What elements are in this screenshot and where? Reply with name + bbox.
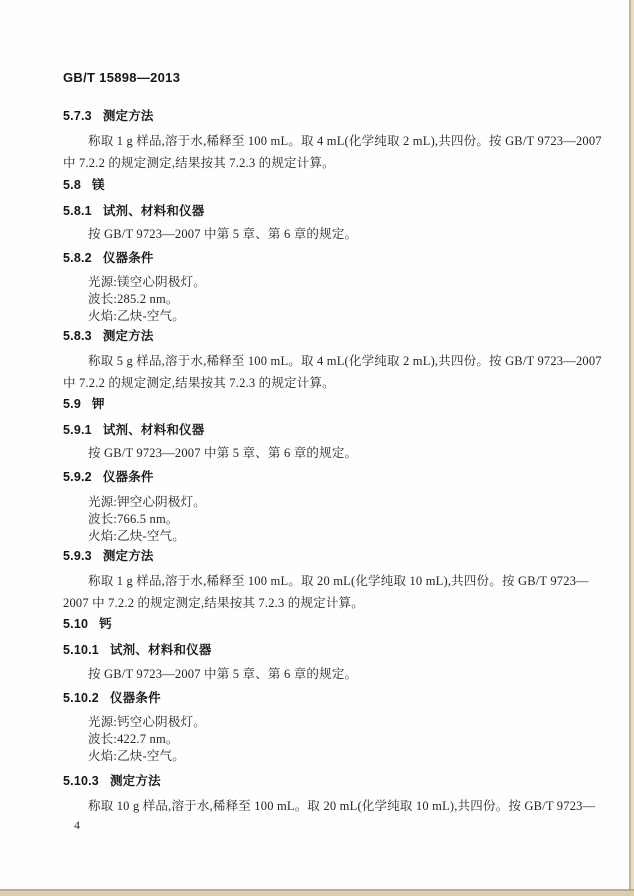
section-number: 5.8	[63, 178, 81, 192]
standard-number-header: GB/T 15898—2013	[63, 70, 181, 85]
body-line: 2007 中 7.2.2 的规定测定,结果按其 7.2.3 的规定计算。	[63, 596, 364, 610]
section-title: 仪器条件	[102, 251, 154, 265]
section-title: 试剂、材料和仪器	[102, 204, 205, 218]
body-line: 称取 5 g 样品,溶于水,稀释至 100 mL。取 4 mL(化学纯取 2 mL),共四份。按 GB/T 9723—2007	[88, 354, 602, 368]
section-heading	[63, 109, 154, 123]
section-heading	[63, 397, 105, 411]
section-title: 镁	[91, 178, 105, 192]
body-line: 波长:422.7 nm。	[88, 732, 179, 746]
body-line: 按 GB/T 9723—2007 中第 5 章、第 6 章的规定。	[88, 446, 358, 460]
section-heading	[63, 423, 204, 437]
body-line: 按 GB/T 9723—2007 中第 5 章、第 6 章的规定。	[88, 667, 358, 681]
body-line: 波长:766.5 nm。	[88, 512, 179, 526]
section-title: 测定方法	[102, 329, 154, 343]
section-number: 5.9.2	[63, 470, 92, 484]
scan-edge-right	[629, 0, 634, 896]
section-number: 5.10.1	[63, 643, 99, 657]
section-number: 5.8.1	[63, 204, 92, 218]
section-heading	[63, 470, 154, 484]
body-line: 光源:钙空心阴极灯。	[88, 715, 206, 729]
section-heading	[63, 617, 112, 631]
section-heading	[63, 251, 154, 265]
section-number: 5.7.3	[63, 109, 92, 123]
section-number: 5.10	[63, 617, 89, 631]
body-line: 火焰:乙炔-空气。	[88, 309, 185, 323]
section-title: 测定方法	[109, 774, 161, 788]
section-title: 钙	[99, 617, 112, 631]
section-title: 钾	[91, 397, 105, 411]
section-number: 5.8.3	[63, 329, 92, 343]
body-line: 火焰:乙炔-空气。	[88, 529, 185, 543]
body-line: 称取 1 g 样品,溶于水,稀释至 100 mL。取 20 mL(化学纯取 10 mL),共四份。按 GB/T 9723—	[88, 574, 589, 588]
body-line: 称取 10 g 样品,溶于水,稀释至 100 mL。取 20 mL(化学纯取 10 mL),共四份。按 GB/T 9723—	[88, 799, 596, 813]
section-heading	[63, 549, 154, 563]
section-heading	[63, 178, 105, 192]
body-line: 光源:钾空心阴极灯。	[88, 495, 206, 509]
section-number: 5.8.2	[63, 251, 92, 265]
section-heading	[63, 204, 204, 218]
section-title: 测定方法	[102, 549, 154, 563]
body-line: 中 7.2.2 的规定测定,结果按其 7.2.3 的规定计算。	[63, 376, 335, 390]
section-heading	[63, 329, 154, 343]
scan-edge-bottom	[0, 889, 634, 896]
section-title: 试剂、材料和仪器	[102, 423, 205, 437]
section-title: 仪器条件	[102, 470, 154, 484]
section-number: 5.9.3	[63, 549, 92, 563]
section-heading	[63, 691, 161, 705]
body-line: 中 7.2.2 的规定测定,结果按其 7.2.3 的规定计算。	[63, 156, 335, 170]
section-number: 5.10.2	[63, 691, 99, 705]
section-number: 5.9	[63, 397, 81, 411]
body-line: 按 GB/T 9723—2007 中第 5 章、第 6 章的规定。	[88, 227, 358, 241]
section-title: 测定方法	[102, 109, 154, 123]
section-title: 仪器条件	[109, 691, 161, 705]
body-line: 称取 1 g 样品,溶于水,稀释至 100 mL。取 4 mL(化学纯取 2 mL),共四份。按 GB/T 9723—2007	[88, 134, 602, 148]
page-number: 4	[74, 818, 80, 832]
section-number: 5.10.3	[63, 774, 99, 788]
section-title: 试剂、材料和仪器	[109, 643, 212, 657]
section-number: 5.9.1	[63, 423, 92, 437]
body-line: 火焰:乙炔-空气。	[88, 749, 185, 763]
body-line: 波长:285.2 nm。	[88, 292, 179, 306]
section-heading	[63, 643, 212, 657]
body-line: 光源:镁空心阴极灯。	[88, 275, 206, 289]
section-heading	[63, 774, 161, 788]
